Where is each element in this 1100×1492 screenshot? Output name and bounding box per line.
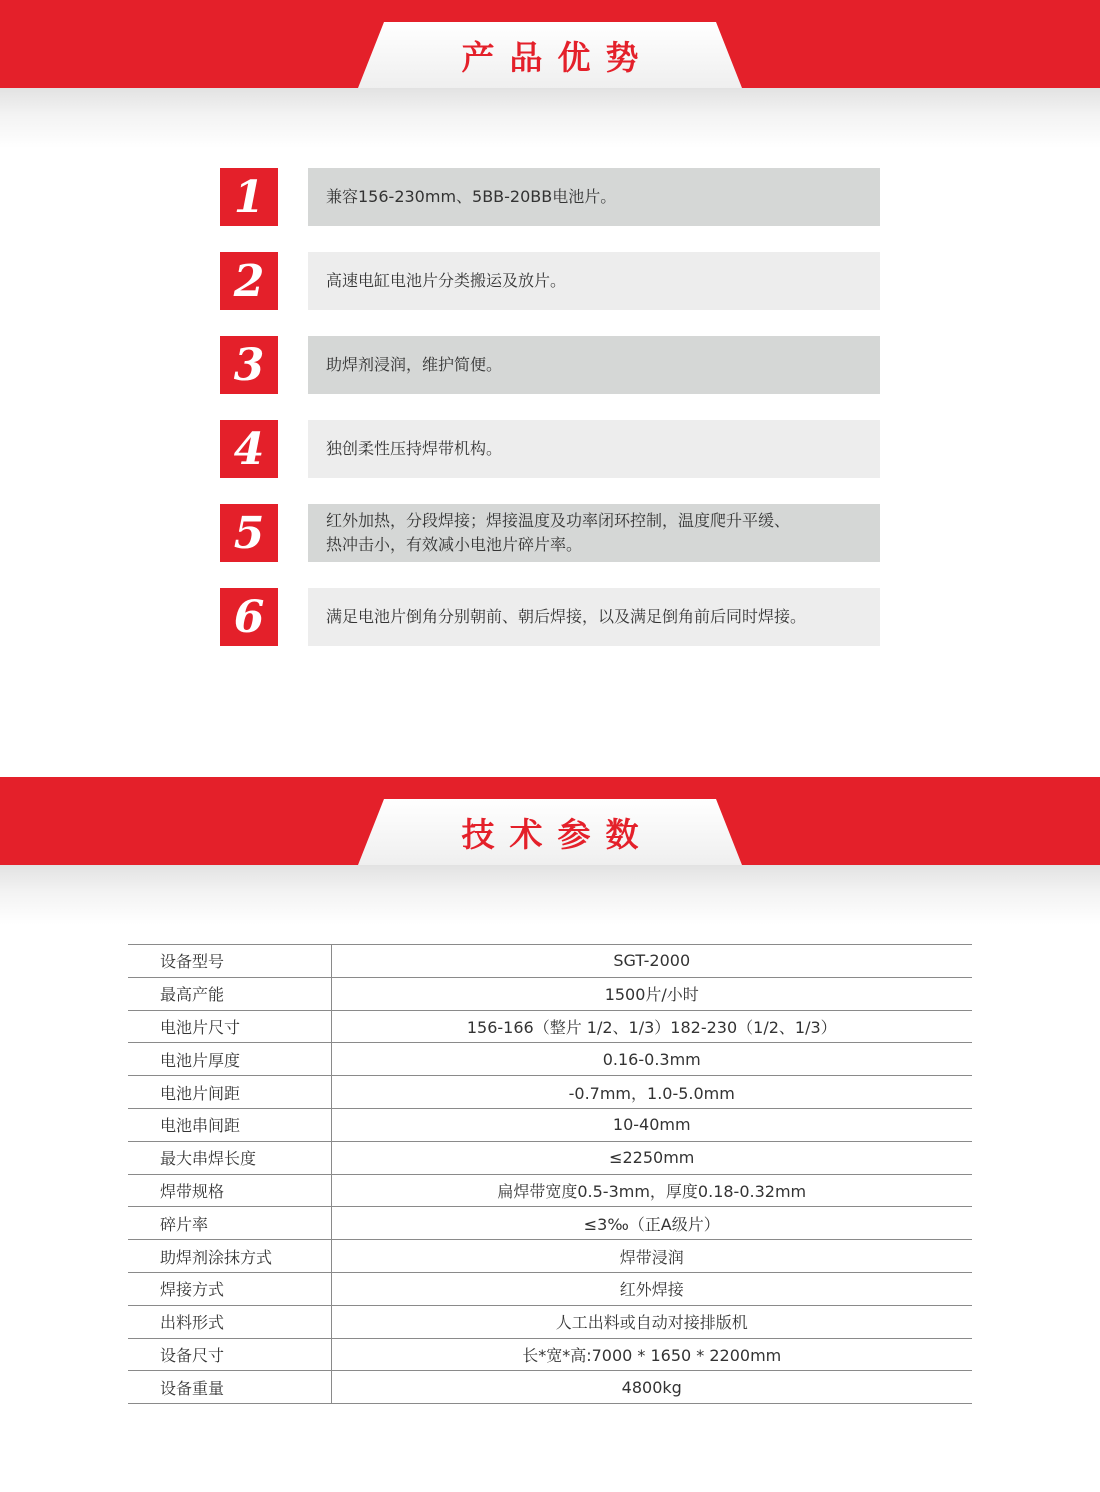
item-text-box (308, 252, 880, 310)
item-text: 红外加热，分段焊接；焊接温度及功率闭环控制，温度爬升平缓、 热冲击小，有效减小电池片碎片率。 (326, 511, 791, 554)
item-number: 4 (220, 420, 278, 478)
spec-value: 扁焊带宽度0.5-3mm，厚度0.18-0.32mm (331, 1174, 972, 1207)
table-row (128, 1174, 972, 1207)
spec-label: 电池片尺寸 (128, 1010, 331, 1043)
table-row (128, 1272, 972, 1305)
item-number: 1 (220, 168, 278, 226)
advantages-header (0, 0, 1100, 160)
table-row (128, 1371, 972, 1404)
header-shadow (0, 88, 1100, 148)
table-row (128, 1076, 972, 1109)
spec-value: 红外焊接 (331, 1272, 972, 1305)
spec-value: 1500片/小时 (331, 977, 972, 1010)
table-row (128, 1043, 972, 1076)
header-shadow (0, 865, 1100, 925)
spec-value: SGT-2000 (331, 945, 972, 978)
item-text-box (308, 420, 880, 478)
advantage-item (220, 420, 880, 478)
spec-value: 长*宽*高:7000 * 1650 * 2200mm (331, 1338, 972, 1371)
item-number: 6 (220, 588, 278, 646)
spec-value: 10-40mm (331, 1108, 972, 1141)
spec-label: 焊接方式 (128, 1272, 331, 1305)
spec-label: 碎片率 (128, 1207, 331, 1240)
table-row (128, 977, 972, 1010)
spec-label: 助焊剂涂抹方式 (128, 1240, 331, 1273)
table-row (128, 1141, 972, 1174)
advantage-item (220, 504, 880, 562)
spec-label: 设备尺寸 (128, 1338, 331, 1371)
table-row (128, 945, 972, 978)
advantage-item (220, 252, 880, 310)
spec-value: -0.7mm，1.0-5.0mm (331, 1076, 972, 1109)
item-number: 5 (220, 504, 278, 562)
spec-label: 出料形式 (128, 1305, 331, 1338)
spec-value: ≤3‰（正A级片） (331, 1207, 972, 1240)
specs-header (0, 777, 1100, 937)
advantage-item (220, 336, 880, 394)
table-row (128, 1240, 972, 1273)
item-number: 2 (220, 252, 278, 310)
table-row (128, 1108, 972, 1141)
item-text: 独创柔性压持焊带机构。 (326, 439, 503, 458)
section-title: 技术参数 (461, 815, 654, 854)
spec-value: 人工出料或自动对接排版机 (331, 1305, 972, 1338)
item-text-box (308, 588, 880, 646)
item-text: 兼容156-230mm、5BB-20BB电池片。 (326, 187, 617, 206)
table-row (128, 1207, 972, 1240)
spec-value: 4800kg (331, 1371, 972, 1404)
advantage-item (220, 588, 880, 646)
section-title: 产品优势 (461, 38, 654, 77)
spec-label: 最高产能 (128, 977, 331, 1010)
advantage-item (220, 168, 880, 226)
item-text-box (308, 504, 880, 562)
spec-label: 焊带规格 (128, 1174, 331, 1207)
spec-value: 156-166（整片 1/2、1/3）182-230（1/2、1/3） (331, 1010, 972, 1043)
spec-value: ≤2250mm (331, 1141, 972, 1174)
item-number: 3 (220, 336, 278, 394)
table-row (128, 1338, 972, 1371)
spec-value: 焊带浸润 (331, 1240, 972, 1273)
spec-label: 设备型号 (128, 945, 331, 978)
item-text-box (308, 336, 880, 394)
spec-label: 电池片厚度 (128, 1043, 331, 1076)
specs-table (128, 944, 972, 1404)
item-text-box (308, 168, 880, 226)
item-text: 高速电缸电池片分类搬运及放片。 (326, 271, 567, 290)
spec-label: 设备重量 (128, 1371, 331, 1404)
item-text: 满足电池片倒角分别朝前、朝后焊接，以及满足倒角前后同时焊接。 (326, 607, 807, 626)
spec-label: 最大串焊长度 (128, 1141, 331, 1174)
item-text: 助焊剂浸润，维护简便。 (326, 355, 503, 374)
table-row (128, 1305, 972, 1338)
spec-label: 电池串间距 (128, 1108, 331, 1141)
spec-label: 电池片间距 (128, 1076, 331, 1109)
spec-value: 0.16-0.3mm (331, 1043, 972, 1076)
table-row (128, 1010, 972, 1043)
